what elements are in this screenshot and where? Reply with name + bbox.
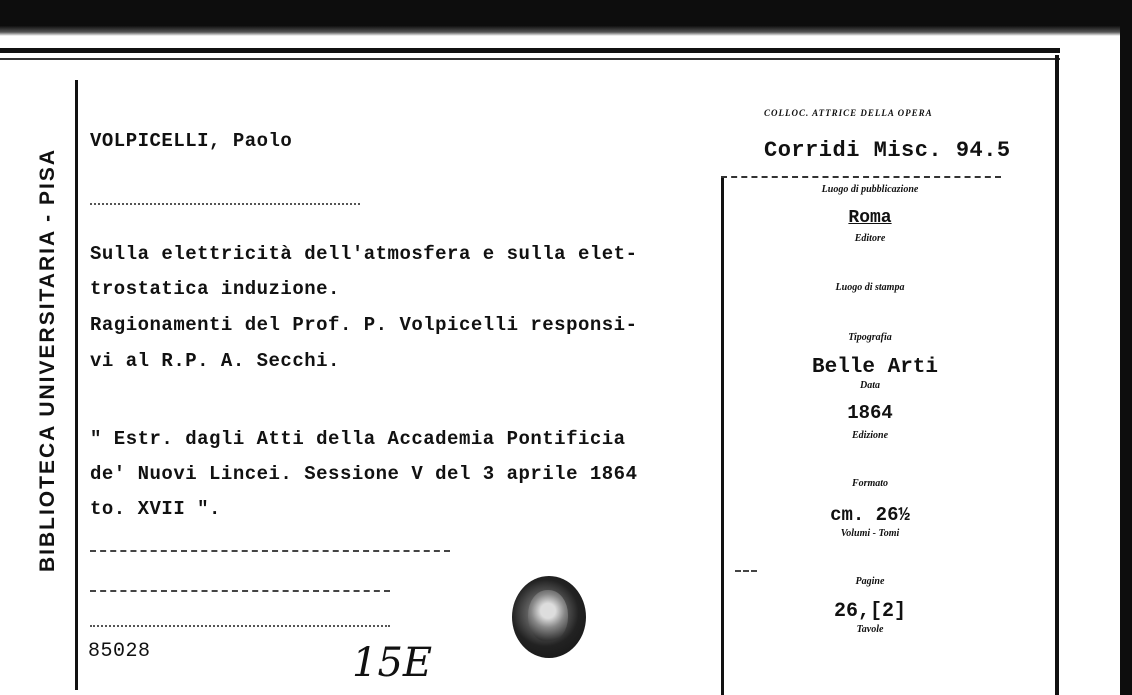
dotted-line — [90, 203, 360, 205]
library-stamp — [30, 95, 66, 625]
editore-label: Editore — [854, 233, 886, 244]
tavole-label: Tavole — [856, 624, 884, 635]
card-top-rule — [0, 48, 1060, 53]
note-line-2: de' Nuovi Lincei. Sessione V del 3 aprile 1864 — [90, 463, 638, 485]
title-line-4: vi al R.P. A. Secchi. — [90, 350, 340, 372]
tipografia-value: Belle Arti — [811, 356, 939, 379]
right-box-top-border — [721, 176, 1001, 178]
scan-right-border — [1120, 0, 1132, 695]
inventory-number: 85028 — [88, 640, 151, 663]
scan-top-border — [0, 0, 1132, 26]
library-stamp-text: BIBLIOTECA UNIVERSITARIA - PISA — [36, 147, 59, 573]
scan-top-shadow — [0, 26, 1132, 36]
dashed-line — [735, 570, 757, 572]
dashed-line — [90, 590, 390, 592]
card-right-rule — [1055, 55, 1059, 695]
luogo-pubblicazione-label: Luogo di pubblicazione — [821, 184, 919, 195]
pagine-label: Pagine — [855, 576, 885, 587]
tipografia-label: Tipografia — [848, 332, 892, 343]
note-line-3: to. XVII ". — [90, 498, 221, 520]
author-heading: VOLPICELLI, Paolo — [90, 130, 293, 152]
pagine-value: 26,[2] — [833, 600, 906, 623]
catalog-header: COLLOC. ATTRICE DELLA OPERA — [764, 108, 933, 118]
luogo-pubblicazione-value: Roma — [848, 208, 892, 228]
title-line-1: Sulla elettricità dell'atmosfera e sulla elet- — [90, 243, 638, 265]
card-left-margin-rule — [75, 80, 78, 690]
shelfmark: Corridi Misc. 94.5 — [764, 138, 1011, 163]
title-line-3: Ragionamenti del Prof. P. Volpicelli responsi- — [90, 314, 638, 336]
formato-label: Formato — [851, 478, 889, 489]
dotted-line — [90, 625, 390, 627]
data-label: Data — [860, 380, 880, 391]
right-box-border — [721, 176, 724, 695]
dashed-line — [90, 550, 450, 552]
title-line-2: trostatica induzione. — [90, 278, 340, 300]
data-value: 1864 — [847, 402, 893, 424]
formato-value: cm. 26½ — [830, 504, 910, 526]
volumi-tomi-label: Volumi - Tomi — [840, 528, 900, 539]
luogo-stampa-label: Luogo di stampa — [835, 282, 905, 293]
handwritten-note: 15E — [352, 640, 433, 686]
edizione-label: Edizione — [851, 430, 889, 441]
note-line-1: " Estr. dagli Atti della Accademia Pontificia — [90, 428, 626, 450]
circular-stamp-center — [528, 590, 568, 642]
card-top-rule-thin — [0, 58, 1060, 60]
